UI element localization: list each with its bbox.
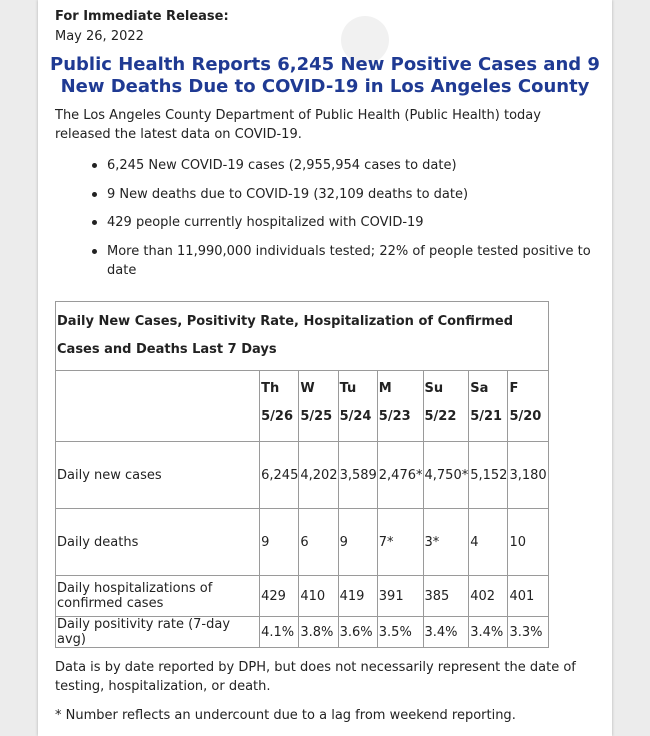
press-release-page <box>38 0 612 736</box>
row-label: Daily hospitalizations of confirmed cases <box>56 576 260 617</box>
table-cell: 401 <box>508 576 549 617</box>
table-caption-row <box>56 302 549 371</box>
header-date: 5/25 <box>300 409 333 424</box>
list-item: 6,245 New COVID-19 cases (2,955,954 cases to date) <box>55 156 612 185</box>
header-day: F <box>509 381 519 396</box>
table-cell: 6 <box>299 509 338 576</box>
covid-data-table <box>55 301 549 648</box>
header-date: 5/22 <box>424 409 457 424</box>
table-cell: 3.5% <box>377 617 423 648</box>
table-row <box>56 509 549 576</box>
table-cell: 7* <box>377 509 423 576</box>
intro-paragraph: The Los Angeles County Department of Public Health (Public Health) today released the latest data on COVID-19. <box>55 108 541 142</box>
table-cell: 6,245 <box>260 442 299 509</box>
row-label: Daily positivity rate (7-day avg) <box>56 617 260 648</box>
column-header <box>508 371 549 442</box>
table-cell: 3* <box>423 509 469 576</box>
release-date: May 26, 2022 <box>55 29 144 44</box>
table-header-row <box>56 371 549 442</box>
header-day: Th <box>261 381 280 396</box>
list-item: 9 New deaths due to COVID-19 (32,109 deaths to date) <box>55 185 612 214</box>
column-header <box>377 371 423 442</box>
table-cell: 3.8% <box>299 617 338 648</box>
table-cell: 10 <box>508 509 549 576</box>
key-stats-list <box>55 156 612 278</box>
header-day: M <box>378 381 392 396</box>
column-header <box>260 371 299 442</box>
table-cell: 9 <box>338 509 377 576</box>
data-note: Data is by date reported by DPH, but does not necessarily represent the date of testing, hospitalization, or death. <box>55 660 576 694</box>
table-cell: 3.6% <box>338 617 377 648</box>
table-cell: 9 <box>260 509 299 576</box>
table-cell: 3,180 <box>508 442 549 509</box>
undercount-note: * Number reflects an undercount due to a lag from weekend reporting. <box>55 708 516 723</box>
table-cell: 5,152 <box>469 442 508 509</box>
table-row <box>56 576 549 617</box>
header-day: Tu <box>339 381 357 396</box>
header-date: 5/26 <box>261 409 294 424</box>
header-day: Su <box>424 381 444 396</box>
table-row <box>56 442 549 509</box>
row-label: Daily new cases <box>56 442 260 509</box>
table-cell: 402 <box>469 576 508 617</box>
column-header <box>299 371 338 442</box>
table-cell: 429 <box>260 576 299 617</box>
table-cell: 3,589 <box>338 442 377 509</box>
header-empty-cell <box>56 371 260 442</box>
header-day: Sa <box>470 381 489 396</box>
table-cell: 3.4% <box>469 617 508 648</box>
header-date: 5/20 <box>509 409 542 424</box>
table-cell: 3.4% <box>423 617 469 648</box>
header-day: W <box>300 381 315 396</box>
table-cell: 4,202 <box>299 442 338 509</box>
table-cell: 391 <box>377 576 423 617</box>
table-row <box>56 617 549 648</box>
table-cell: 385 <box>423 576 469 617</box>
table-cell: 419 <box>338 576 377 617</box>
table-cell: 2,476* <box>377 442 423 509</box>
release-label: For Immediate Release: <box>55 9 229 24</box>
column-header <box>423 371 469 442</box>
column-header <box>338 371 377 442</box>
table-caption: Daily New Cases, Positivity Rate, Hospitalization of Confirmed Cases and Deaths Last 7 Days <box>56 302 549 371</box>
table-cell: 4.1% <box>260 617 299 648</box>
header-date: 5/21 <box>470 409 503 424</box>
list-item: 429 people currently hospitalized with COVID-19 <box>55 213 612 242</box>
table-cell: 4 <box>469 509 508 576</box>
column-header <box>469 371 508 442</box>
table-cell: 410 <box>299 576 338 617</box>
row-label: Daily deaths <box>56 509 260 576</box>
header-date: 5/24 <box>339 409 372 424</box>
table-cell: 3.3% <box>508 617 549 648</box>
table-cell: 4,750* <box>423 442 469 509</box>
page-title: Public Health Reports 6,245 New Positive Cases and 9 New Deaths Due to COVID-19 in Los Angeles County <box>50 54 600 97</box>
list-item: More than 11,990,000 individuals tested; 22% of people tested positive to date <box>55 242 612 271</box>
header-date: 5/23 <box>378 409 411 424</box>
